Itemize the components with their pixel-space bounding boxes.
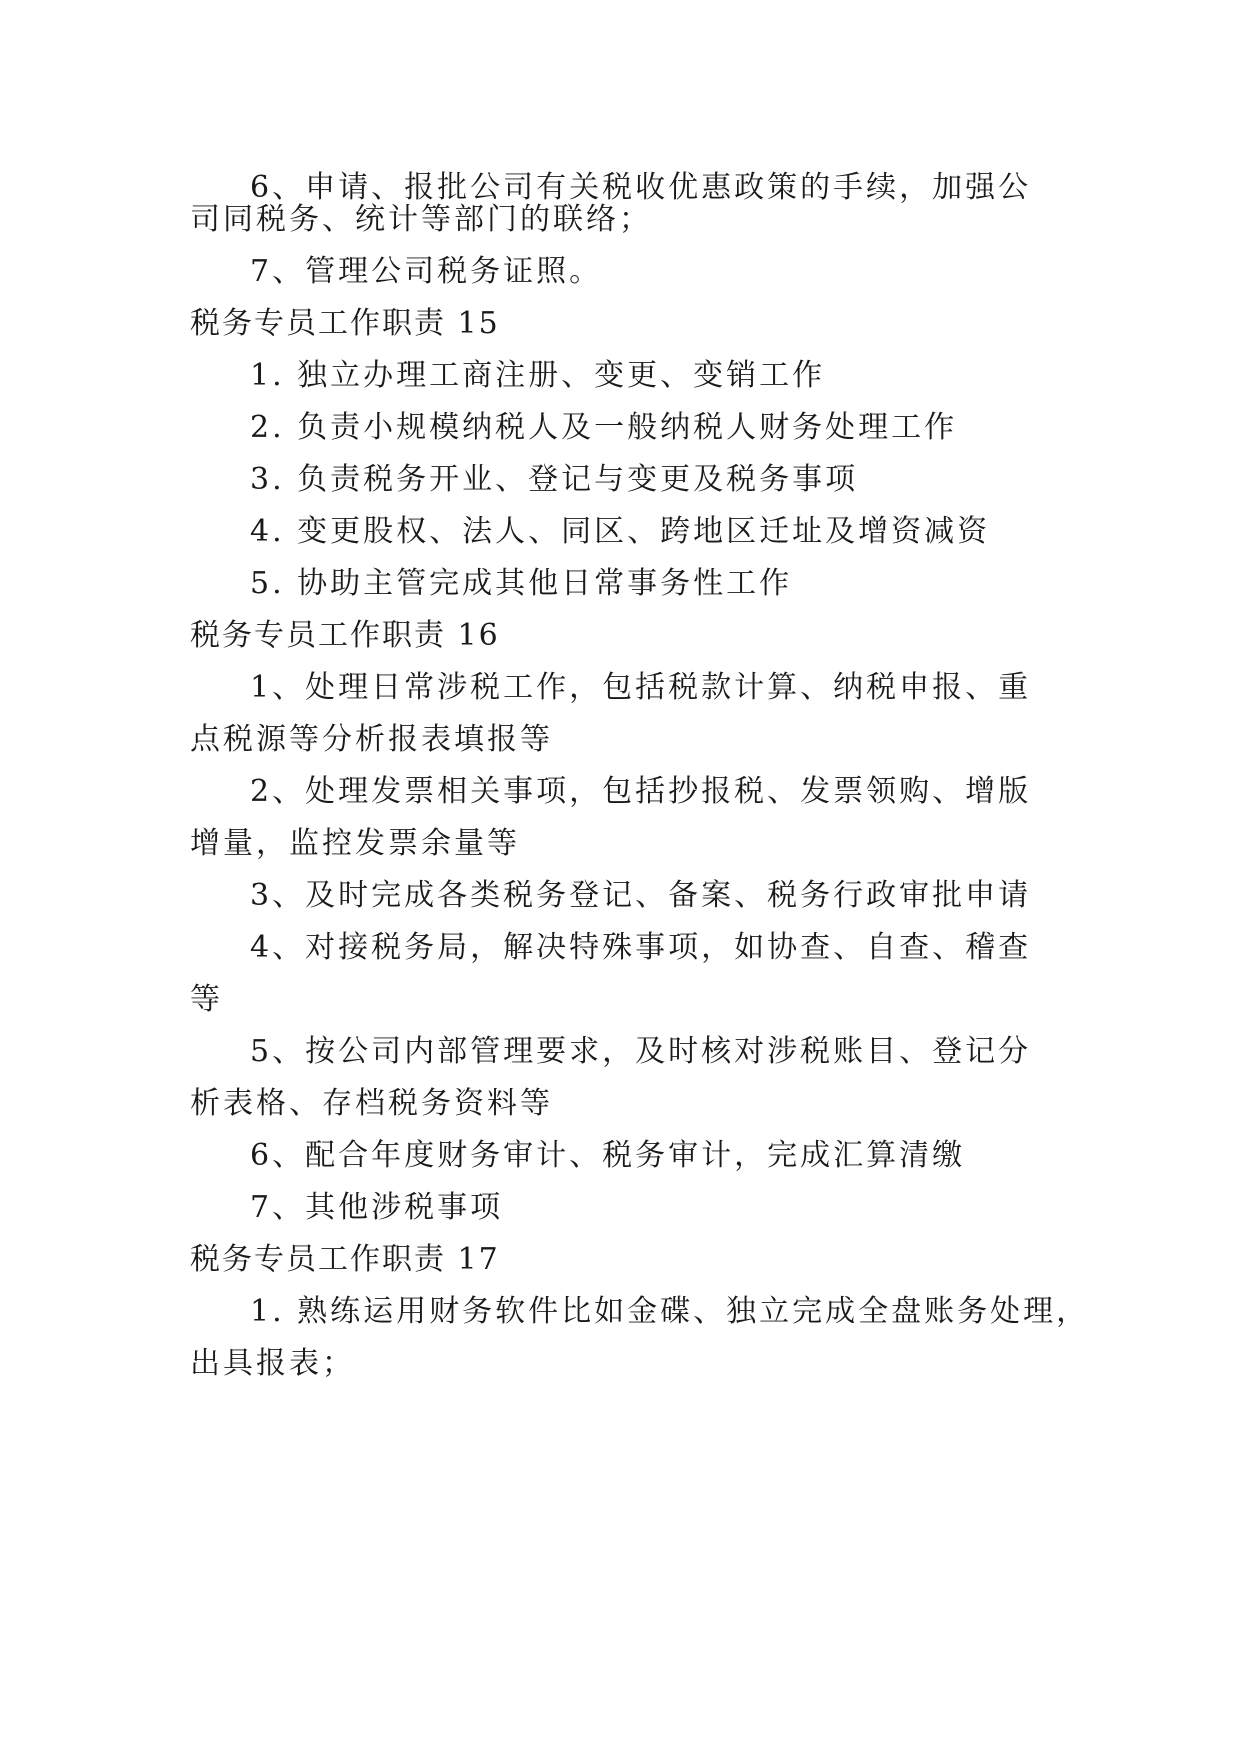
paragraph-line: 司同税务、统计等部门的联络； bbox=[190, 202, 652, 237]
paragraph-line: 2、处理发票相关事项，包括抄报税、发票领购、增版 bbox=[250, 774, 1032, 809]
paragraph-line: 等 bbox=[190, 982, 223, 1017]
paragraph-line: 1. 熟练运用财务软件比如金碟、独立完成全盘账务处理， bbox=[250, 1294, 1090, 1329]
paragraph-line: 3、及时完成各类税务登记、备案、税务行政审批申请 bbox=[250, 878, 1032, 913]
paragraph-line: 析表格、存档税务资料等 bbox=[190, 1086, 553, 1121]
paragraph-line: 1. 独立办理工商注册、变更、变销工作 bbox=[250, 358, 826, 393]
paragraph-line: 2. 负责小规模纳税人及一般纳税人财务处理工作 bbox=[250, 410, 958, 445]
paragraph-line: 6、申请、报批公司有关税收优惠政策的手续，加强公 bbox=[250, 170, 1032, 205]
paragraph-line: 4. 变更股权、法人、同区、跨地区迁址及增资减资 bbox=[250, 514, 991, 549]
paragraph-line: 5. 协助主管完成其他日常事务性工作 bbox=[250, 566, 793, 601]
paragraph-line: 7、管理公司税务证照。 bbox=[250, 254, 603, 289]
section-heading: 税务专员工作职责 15 bbox=[190, 306, 500, 341]
paragraph-line: 3. 负责税务开业、登记与变更及税务事项 bbox=[250, 462, 859, 497]
paragraph-line: 5、按公司内部管理要求，及时核对涉税账目、登记分 bbox=[250, 1034, 1032, 1069]
paragraph-line: 增量，监控发票余量等 bbox=[190, 826, 520, 861]
paragraph-line: 出具报表； bbox=[190, 1346, 355, 1381]
section-heading: 税务专员工作职责 17 bbox=[190, 1242, 500, 1277]
paragraph-line: 4、对接税务局，解决特殊事项，如协查、自查、稽查 bbox=[250, 930, 1032, 965]
paragraph-line: 点税源等分析报表填报等 bbox=[190, 722, 553, 757]
section-heading: 税务专员工作职责 16 bbox=[190, 618, 500, 653]
paragraph-line: 7、其他涉税事项 bbox=[250, 1190, 504, 1225]
paragraph-line: 6、配合年度财务审计、税务审计，完成汇算清缴 bbox=[250, 1138, 966, 1173]
paragraph-line: 1、处理日常涉税工作，包括税款计算、纳税申报、重 bbox=[250, 670, 1032, 705]
